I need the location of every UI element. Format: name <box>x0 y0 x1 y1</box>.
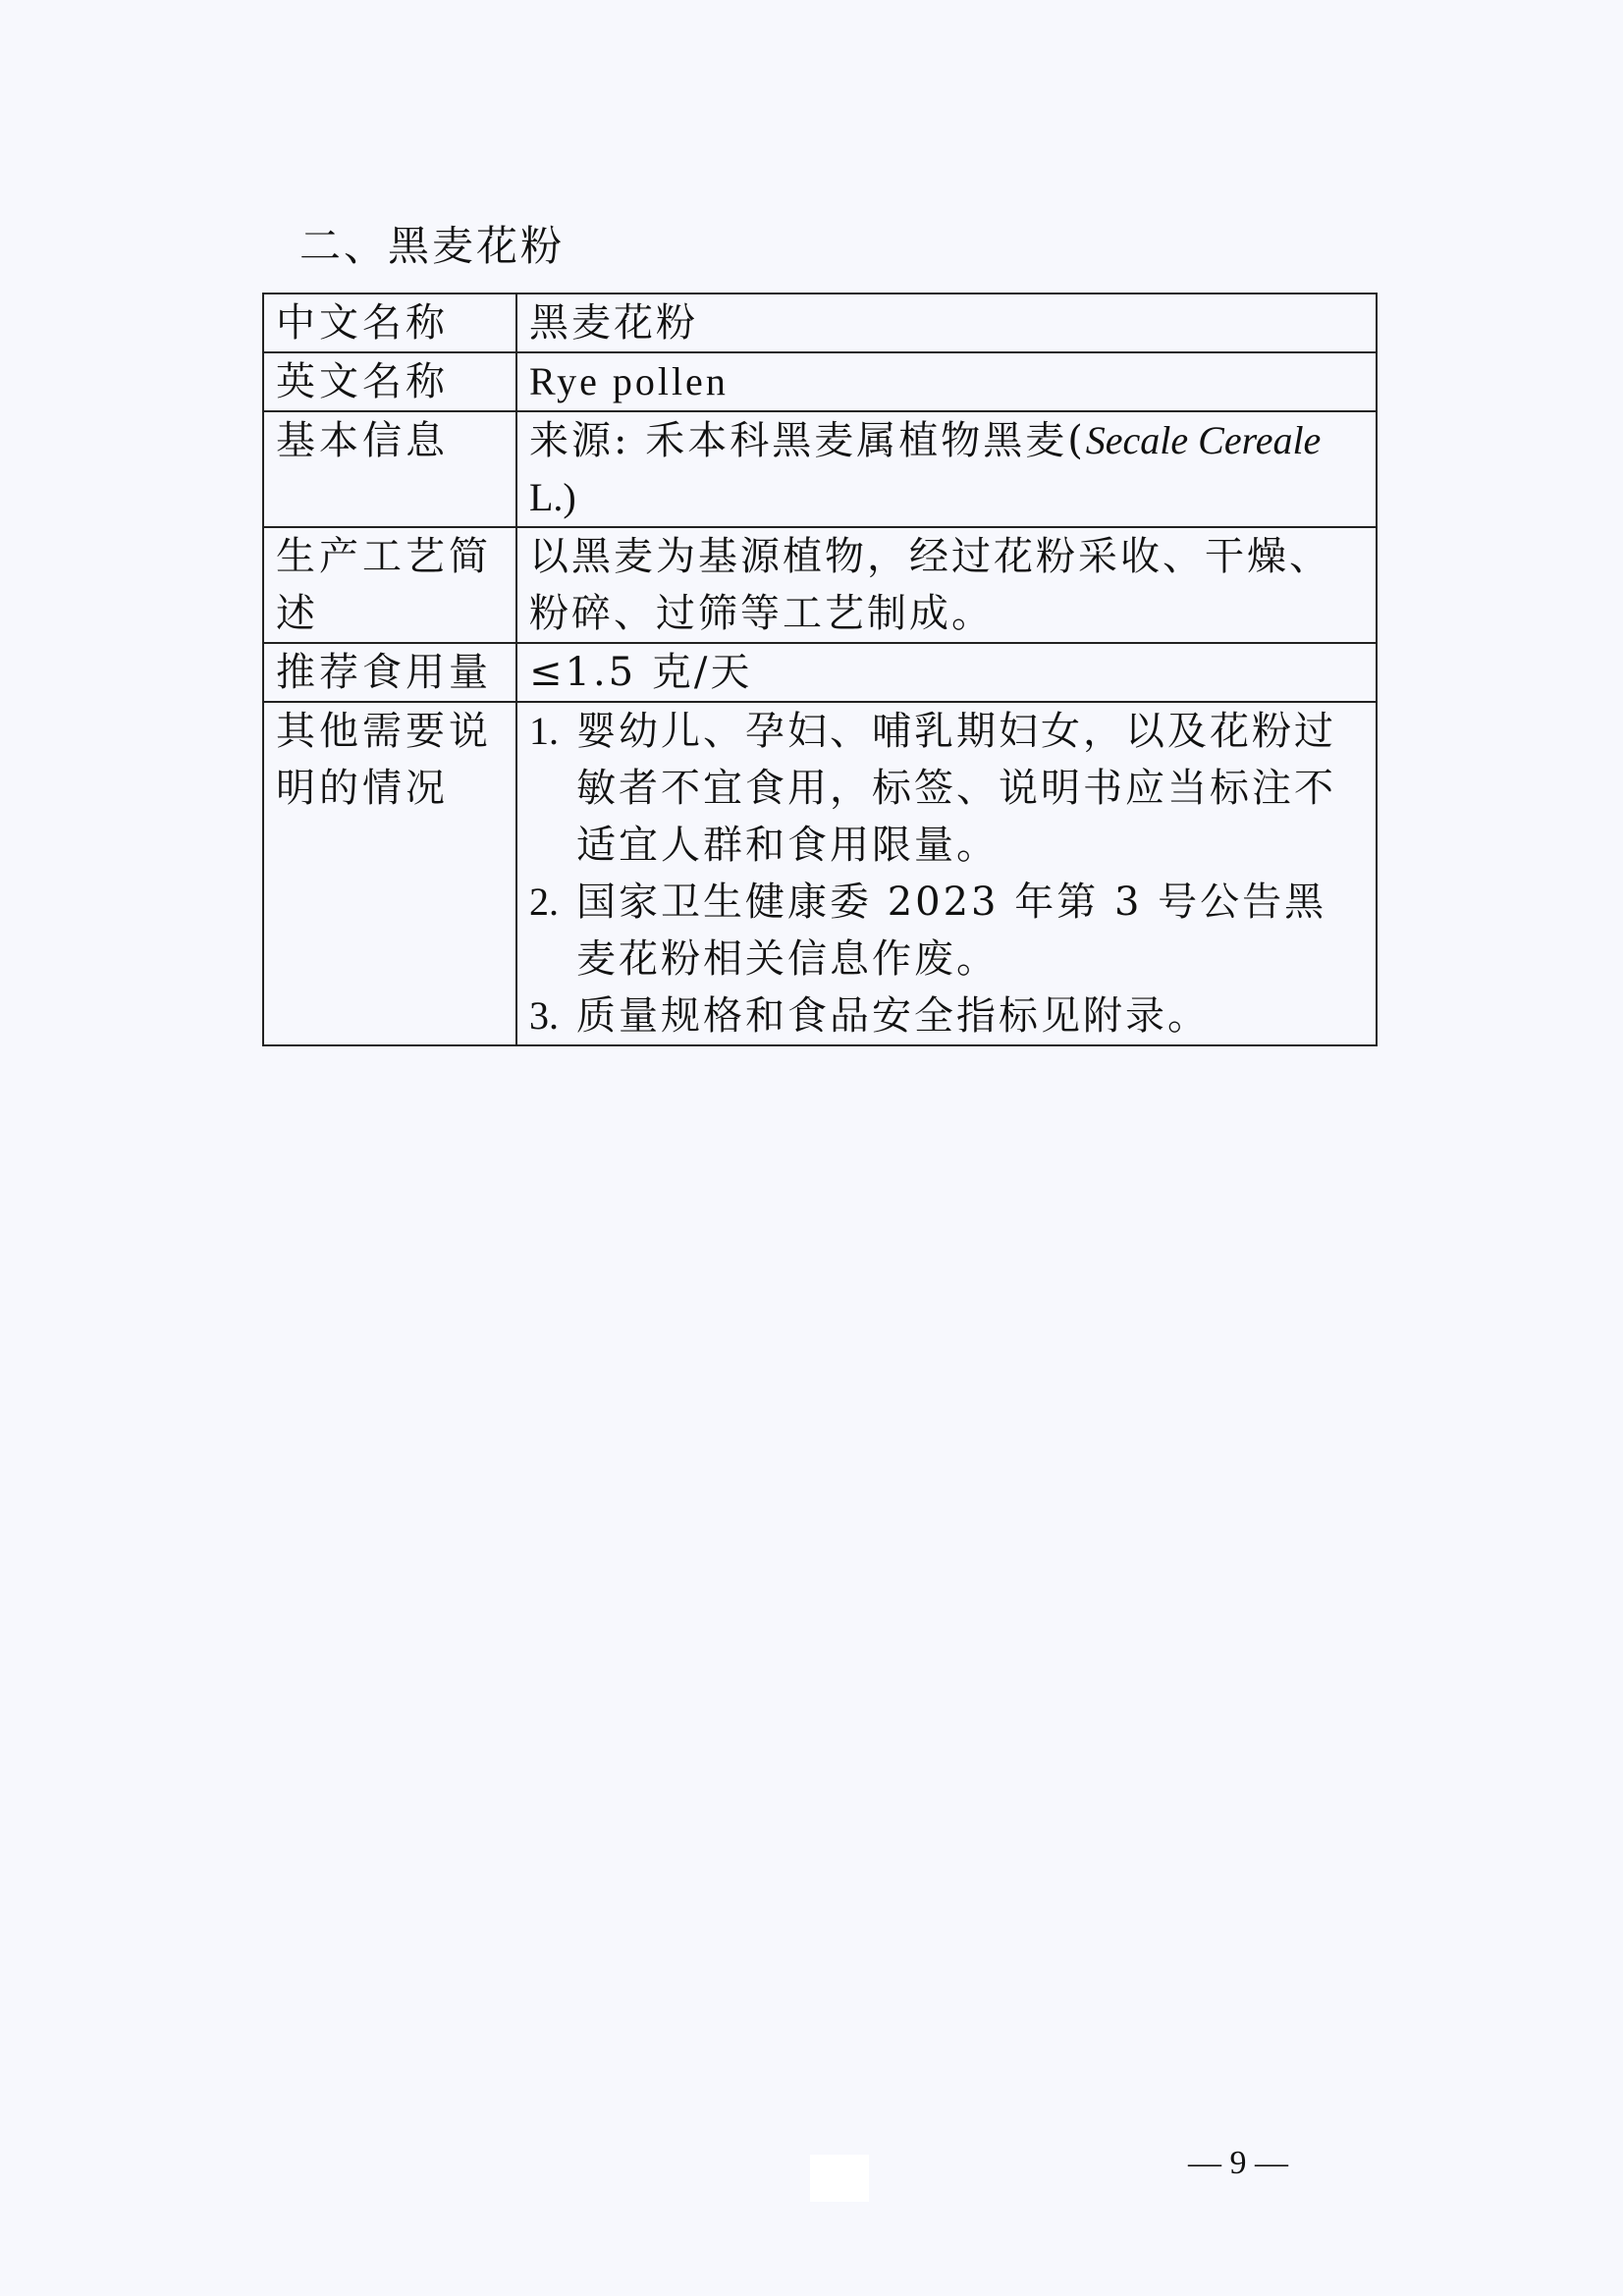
note-text: 质量规格和食品安全指标见附录。 <box>576 993 1210 1039</box>
basic-info-suffix: L.) <box>529 475 576 519</box>
basic-info-value <box>516 411 1377 527</box>
basic-info-latin-name: Secale Cereale <box>1085 418 1322 462</box>
dosage-label: 推荐食用量 <box>263 643 516 702</box>
table-row <box>263 411 1377 527</box>
english-name-label: 英文名称 <box>263 352 516 411</box>
process-label: 生产工艺简述 <box>263 527 516 643</box>
note-item <box>529 874 1364 988</box>
note-item <box>529 703 1364 874</box>
table-row <box>263 702 1377 1045</box>
chinese-name-value: 黑麦花粉 <box>516 294 1377 352</box>
dosage-value: ≤1.5 克/天 <box>516 643 1377 702</box>
table-row <box>263 643 1377 702</box>
notes-value <box>516 702 1377 1045</box>
note-number: 1. <box>529 709 559 753</box>
note-text: 婴幼儿、孕妇、哺乳期妇女，以及花粉过敏者不宜食用，标签、说明书应当标注不适宜人群和食用限量。 <box>576 709 1336 868</box>
note-number: 2. <box>529 880 559 924</box>
table-row <box>263 294 1377 352</box>
section-heading: 二、黑麦花粉 <box>299 222 566 270</box>
pollen-info-table <box>262 293 1378 1046</box>
notes-label: 其他需要说明的情况 <box>263 702 516 1045</box>
note-number: 3. <box>529 993 559 1038</box>
table-row <box>263 527 1377 643</box>
scan-artifact <box>810 2155 869 2202</box>
basic-info-label: 基本信息 <box>263 411 516 527</box>
page-number: — 9 — <box>1188 2145 1288 2181</box>
basic-info-prefix: 来源: 禾本科黑麦属植物黑麦( <box>529 418 1086 463</box>
note-text: 国家卫生健康委 2023 年第 3 号公告黑麦花粉相关信息作废。 <box>576 880 1327 982</box>
table-row <box>263 352 1377 411</box>
chinese-name-label: 中文名称 <box>263 294 516 352</box>
process-value: 以黑麦为基源植物，经过花粉采收、干燥、粉碎、过筛等工艺制成。 <box>516 527 1377 643</box>
english-name-value: Rye pollen <box>516 352 1377 411</box>
note-item <box>529 988 1364 1044</box>
